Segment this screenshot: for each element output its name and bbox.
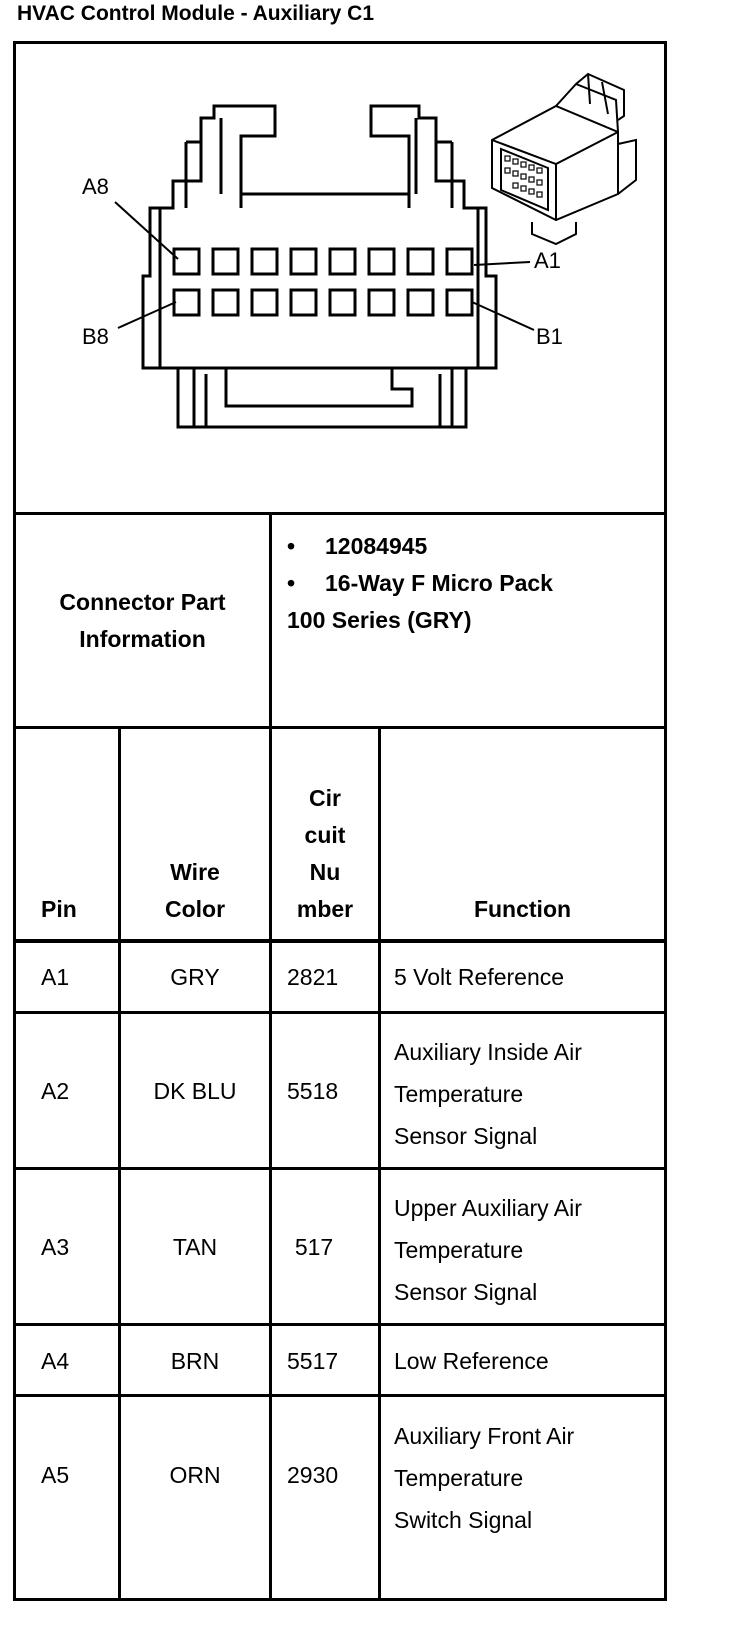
connector-info-heading-line1: Connector Part — [59, 589, 226, 615]
pin-a3-cavity — [369, 249, 394, 274]
pin-b6-cavity — [252, 290, 277, 315]
pin-a1-cavity — [447, 249, 472, 274]
row-a3-color: TAN — [172, 1234, 218, 1260]
connector-diagram — [16, 44, 664, 512]
a1-leader — [474, 262, 530, 265]
row-a5-color: ORN — [169, 1462, 221, 1488]
row-a3-pin: A3 — [41, 1234, 70, 1260]
bullet: • — [287, 570, 296, 596]
connector-description: 16-Way F Micro Pack — [325, 570, 553, 596]
label-b1: B1 — [536, 324, 563, 349]
row-a1-circuit: 2821 — [287, 964, 339, 990]
row-a2-function-line2: Temperature — [394, 1081, 524, 1107]
connector-info-heading — [16, 584, 269, 658]
row-a3-function-line1: Upper Auxiliary Air — [394, 1195, 582, 1221]
header-function: Function — [473, 896, 572, 922]
row-a2-circuit: 5518 — [287, 1078, 339, 1104]
connector-3d-illustration — [492, 74, 636, 244]
row-a2-function-line1: Auxiliary Inside Air — [394, 1039, 582, 1065]
b8-leader — [118, 302, 176, 328]
connector-info-heading-line2: Information — [79, 626, 206, 652]
pin-b4-cavity — [330, 290, 355, 315]
row-a3-function-line2: Temperature — [394, 1237, 524, 1263]
pin-a7-cavity — [213, 249, 238, 274]
header-wire-color — [121, 854, 269, 928]
pin-a4-cavity — [330, 249, 355, 274]
pin-a5-cavity — [291, 249, 316, 274]
pin-b1-cavity — [447, 290, 472, 315]
connector-desc-line1 — [287, 565, 657, 602]
bullet: • — [287, 533, 296, 559]
part-number: 12084945 — [325, 533, 428, 559]
row-a1-pin: A1 — [41, 964, 70, 990]
header-circuit-line1: Cir — [309, 785, 341, 811]
pin-b8-cavity — [174, 290, 199, 315]
row-a5-pin: A5 — [41, 1462, 70, 1488]
connector-desc-line2: 100 Series (GRY) — [287, 607, 472, 633]
row-a5-function-line2: Temperature — [394, 1465, 524, 1491]
label-b8: B8 — [82, 324, 109, 349]
b1-leader — [472, 302, 534, 330]
pin-b7-cavity — [213, 290, 238, 315]
header-circuit-line4: mber — [296, 896, 354, 922]
pin-a2-cavity — [408, 249, 433, 274]
row-a1-color: GRY — [170, 964, 220, 990]
header-circuit-line3: Nu — [309, 859, 341, 885]
row-a2-function-line3: Sensor Signal — [394, 1123, 538, 1149]
pin-b5-cavity — [291, 290, 316, 315]
row-a2-color: DK BLU — [153, 1078, 237, 1104]
header-circuit-number — [272, 780, 378, 928]
row-a5-circuit: 2930 — [287, 1462, 339, 1488]
row-a5-function-line1: Auxiliary Front Air — [394, 1423, 575, 1449]
row-a3-circuit: 517 — [294, 1234, 334, 1260]
row-a3-function — [394, 1187, 582, 1313]
pin-b2-cavity — [408, 290, 433, 315]
row-a4-circuit: 5517 — [287, 1348, 339, 1374]
row-a2-pin: A2 — [41, 1078, 70, 1104]
row-a4-pin: A4 — [41, 1348, 70, 1374]
pin-a8-cavity — [174, 249, 199, 274]
header-pin: Pin — [41, 896, 77, 922]
header-wire-line2: Color — [164, 896, 226, 922]
row-a5-function — [394, 1415, 574, 1541]
a8-leader — [115, 202, 178, 259]
page-title: HVAC Control Module - Auxiliary C1 — [17, 2, 375, 25]
pin-b3-cavity — [369, 290, 394, 315]
row-a4-function: Low Reference — [394, 1348, 549, 1374]
row-a2-function — [394, 1031, 582, 1157]
row-a3-function-line3: Sensor Signal — [394, 1279, 538, 1305]
header-circuit-line2: cuit — [304, 822, 346, 848]
part-number-line — [287, 528, 657, 565]
pin-a6-cavity — [252, 249, 277, 274]
row-a5-function-line3: Switch Signal — [394, 1507, 533, 1533]
label-a1: A1 — [534, 248, 561, 273]
row-a1-function: 5 Volt Reference — [394, 964, 565, 990]
label-a8: A8 — [82, 174, 109, 199]
connector-info-details — [287, 528, 657, 639]
row-a4-color: BRN — [170, 1348, 220, 1374]
header-wire-line1: Wire — [170, 859, 220, 885]
